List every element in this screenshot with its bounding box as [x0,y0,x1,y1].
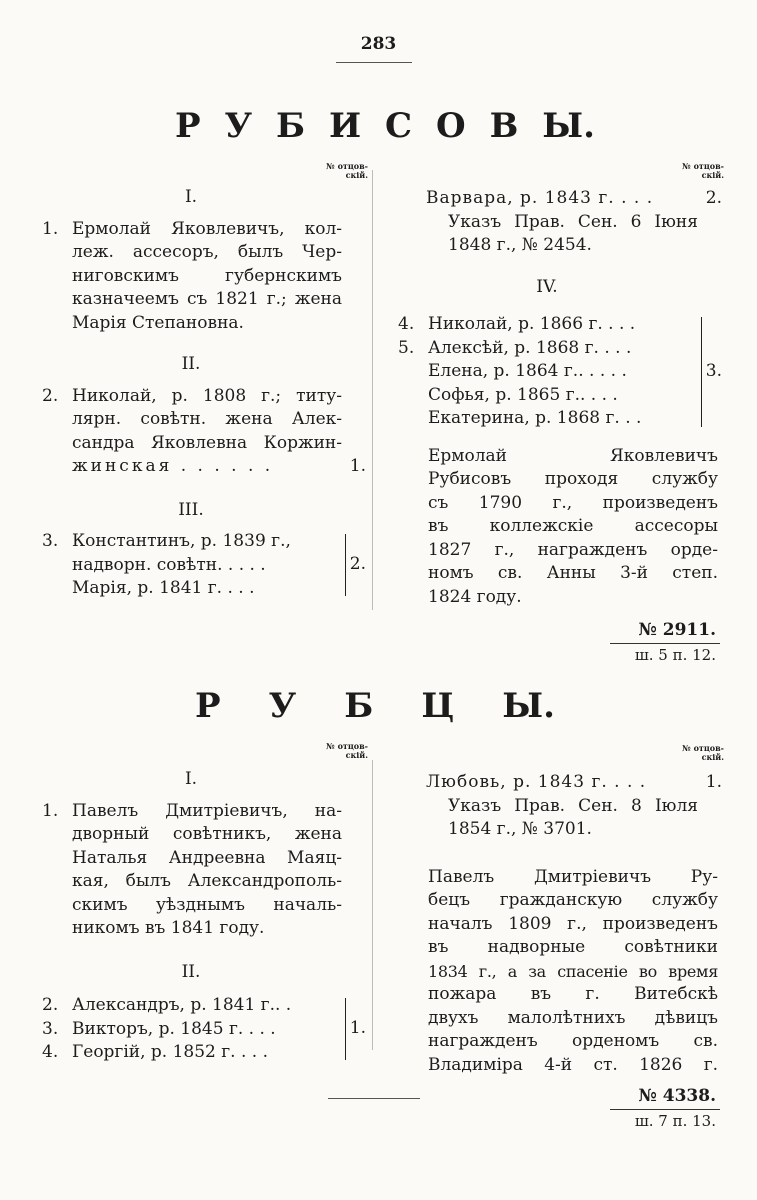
child-entry: 4. Николай, р. 1866 г. . . . [398,314,636,334]
child-entry: 4. Георгій, р. 1852 г. . . . [42,1042,269,1062]
father-number: 2. [705,188,722,208]
father-column-label: № отцов- скій. [682,161,724,180]
entry-lyubov: Любовь, р. 1843 г. . . . 1. [398,771,724,795]
title-letter: Б [344,686,374,726]
entry-line: сандра Яковлевна Коржин- [72,432,342,453]
entry-line: леж. ассесоръ, былъ Чер- [72,242,342,262]
family-title-rubtsy [195,686,555,726]
biography: Павелъ Дмитріевичъ Ру- бецъ гражданскую службу началъ 1809 г., произведенъ въ надворные совѣтники 1834 г., а за спасеніе во время пожара въ г. Витебскѣ двухъ малолѣтнихъ дѣвицъ награжденъ орденомъ св. Владиміра 4-й ст. 1826 г. [428,866,718,1075]
family-title-rubisovy [175,106,595,146]
title-letter: У [224,106,253,146]
entry-nikolai [42,385,368,479]
page-number-rule [336,62,412,63]
title-letter: Б [276,106,306,146]
column-divider [372,170,373,610]
decree-text: Указъ Прав. Сен. 6 Іюня 1848 г., № 2454. [448,211,698,255]
brace [695,317,702,427]
entry-ermolai [42,218,368,336]
child-entry: 3. Константинъ, р. 1839 г., [42,531,291,551]
entry-line: Марія Степановна. [72,312,244,333]
title-letter: У [268,686,297,726]
column-divider [372,760,373,1050]
title-letter: О [436,106,466,146]
generation-heading: IV. [536,276,558,297]
entry-pavel: 1. Павелъ Дмитріевичъ, на- дворный совѣтникъ, жена Наталья Андреевна Маяц- кая, былъ Александрополь- скимъ уѣзднымъ началь- никомъ въ 1841 году. [42,800,342,938]
archive-reference: № 2911. ш. 5 п. 12. [398,619,724,667]
child-entry: Марія, р. 1841 г. . . . [72,578,255,598]
rubisovy-right-column [398,160,724,667]
generation-heading: II. [181,961,201,982]
children-group [42,994,368,1065]
child-entry: Екатерина, р. 1868 г. . . [428,408,642,428]
page-number: 283 [360,34,397,54]
child-entry: 5. Алексѣй, р. 1868 г. . . . [398,337,632,358]
father-column-label: № отцов- скій. [326,161,368,180]
generation-heading: III. [178,499,204,520]
brace [339,998,346,1060]
title-letter: И [329,106,362,146]
entry-varvara: Варвара, р. 1843 г. . . . 2. [398,187,724,211]
title-letter: Ы. [502,686,555,726]
father-number: 1. [349,456,366,476]
biography: Ермолай Яковлевичъ Рубисовъ проходя службу съ 1790 г., произведенъ въ коллежскіе ассесоры 1827 г., награжденъ орде- номъ св. Анны 3-й степ. 1824 году. [428,445,718,607]
entry-number: 1. [42,800,59,821]
father-number: 2. [349,554,366,574]
generation-heading: I. [184,769,198,789]
entry-number: 2. [42,385,59,406]
generation-heading: II. [181,354,201,374]
father-column-label: № отцов- скій. [682,743,724,762]
children-group [42,530,368,601]
title-letter: Ц [421,686,455,726]
title-letter: В [489,106,519,146]
title-letter: Р [195,686,221,726]
closing-rule [328,1098,420,1099]
father-column-label: № отцов- скій. [326,741,368,760]
entry-line: Ермолай Яковлевичъ, кол- [72,218,342,239]
child-entry: надворн. совѣтн. . . . . [72,554,266,575]
decree-text: Указъ Прав. Сен. 8 Іюля 1854 г., № 3701. [448,795,698,839]
generation-heading: I. [184,187,198,207]
father-number: 1. [349,1018,366,1038]
rubtsy-left-column [42,738,368,1065]
title-letter: Р [175,106,201,146]
entry-line: казначеемъ съ 1821 г.; жена [72,289,342,309]
father-number: 3. [705,361,722,381]
child-entry: Софья, р. 1865 г.. . . . [428,384,618,405]
rubtsy-right-column [398,738,724,1133]
entry-line: жинская . . . . . . [72,456,274,476]
title-letter: Ы. [542,106,595,146]
child-entry: 2. Александръ, р. 1841 г.. . [42,995,292,1015]
child-entry: 3. Викторъ, р. 1845 г. . . . [42,1018,276,1039]
entry-line: Николай, р. 1808 г.; титу- [72,385,342,406]
children-group [398,313,724,431]
entry-number: 1. [42,218,59,239]
entry-line: ниговскимъ губернскимъ [72,265,342,286]
title-letter: С [385,106,413,146]
archive-reference: № 4338. ш. 7 п. 13. [398,1085,724,1133]
rubisovy-left-column [42,160,368,601]
brace [339,534,346,596]
child-entry: Елена, р. 1864 г.. . . . . [428,361,627,381]
entry-line: лярн. совѣтн. жена Алек- [72,409,342,429]
father-number: 1. [705,772,722,792]
